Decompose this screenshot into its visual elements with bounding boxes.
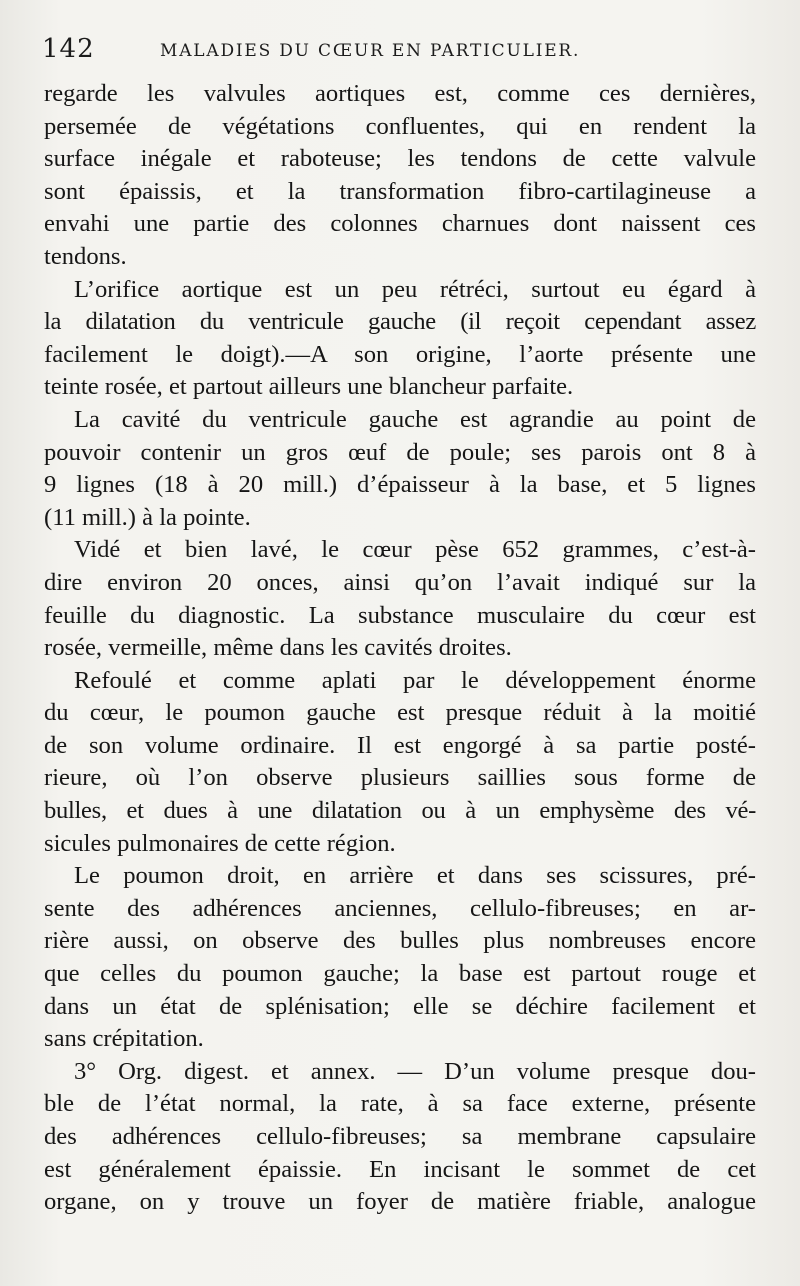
text-line: (11 mill.) à la pointe. — [44, 503, 251, 531]
text-line: 3° Org. digest. et annex. — D’un volume presque dou- — [74, 1057, 756, 1085]
text-line: que celles du poumon gauche; la base est partout rouge et — [44, 960, 756, 988]
text-line: facilement le doigt).—A son origine, l’aorte présente une — [44, 340, 756, 368]
text-line: sente des adhérences anciennes, cellulo-fibreuses; en ar- — [44, 894, 756, 922]
page-header — [42, 34, 762, 70]
page-number: 142 — [42, 34, 95, 64]
text-line: organe, on y trouve un foyer de matière friable, analogue — [44, 1188, 756, 1216]
text-line: regarde les valvules aortiques est, comme ces dernières, — [44, 80, 756, 107]
text-line: surface inégale et raboteuse; les tendons de cette valvule — [44, 145, 756, 173]
running-title: MALADIES DU CŒUR EN PARTICULIER. — [160, 41, 581, 61]
text-line: teinte rosée, et partout ailleurs une blancheur parfaite. — [44, 373, 574, 401]
text-line: est généralement épaissie. En incisant le sommet de cet — [44, 1155, 756, 1183]
text-line: dire environ 20 onces, ainsi qu’on l’avait indiqué sur la — [44, 568, 756, 596]
text-line: la dilatation du ventricule gauche (il reçoit cependant assez — [44, 308, 756, 336]
text-line: Refoulé et comme aplati par le développement énorme — [74, 666, 756, 694]
text-line: La cavité du ventricule gauche est agrandie au point de — [74, 405, 756, 433]
text-line: rière aussi, on observe des bulles plus nombreuses encore — [44, 927, 756, 955]
text-line: L’orifice aortique est un peu rétréci, surtout eu égard à — [74, 275, 756, 303]
text-line: Le poumon droit, en arrière et dans ses scissures, pré- — [74, 862, 756, 890]
text-line: persemée de végétations confluentes, qui en rendent la — [44, 112, 756, 140]
text-line: de son volume ordinaire. Il est engorgé à sa partie posté- — [44, 731, 756, 759]
text-line: tendons. — [44, 242, 127, 270]
text-line: du cœur, le poumon gauche est presque réduit à la moitié — [44, 699, 756, 727]
text-line: pouvoir contenir un gros œuf de poule; ses parois ont 8 à — [44, 438, 756, 466]
text-line: sicules pulmonaires de cette région. — [44, 829, 396, 857]
text-line: 9 lignes (18 à 20 mill.) d’épaisseur à la base, et 5 lignes — [44, 471, 756, 499]
text-line: rieure, où l’on observe plusieurs saillies sous forme de — [44, 764, 756, 792]
text-line: des adhérences cellulo-fibreuses; sa membrane capsulaire — [44, 1123, 756, 1150]
text-line: feuille du diagnostic. La substance musculaire du cœur est — [44, 601, 756, 629]
text-line: sans crépitation. — [44, 1025, 204, 1053]
text-line: ble de l’état normal, la rate, à sa face externe, présente — [44, 1090, 756, 1118]
text-line: Vidé et bien lavé, le cœur pèse 652 grammes, c’est-à- — [74, 536, 756, 564]
body-text — [44, 78, 756, 1219]
text-line: rosée, vermeille, même dans les cavités droites. — [44, 634, 512, 662]
text-line: sont épaissis, et la transformation fibro-cartilagineuse a — [44, 177, 756, 205]
text-line: dans un état de splénisation; elle se déchire facilement et — [44, 992, 756, 1020]
text-line: bulles, et dues à une dilatation ou à un emphysème des vé- — [44, 797, 756, 825]
text-line: envahi une partie des colonnes charnues dont naissent ces — [44, 210, 756, 238]
